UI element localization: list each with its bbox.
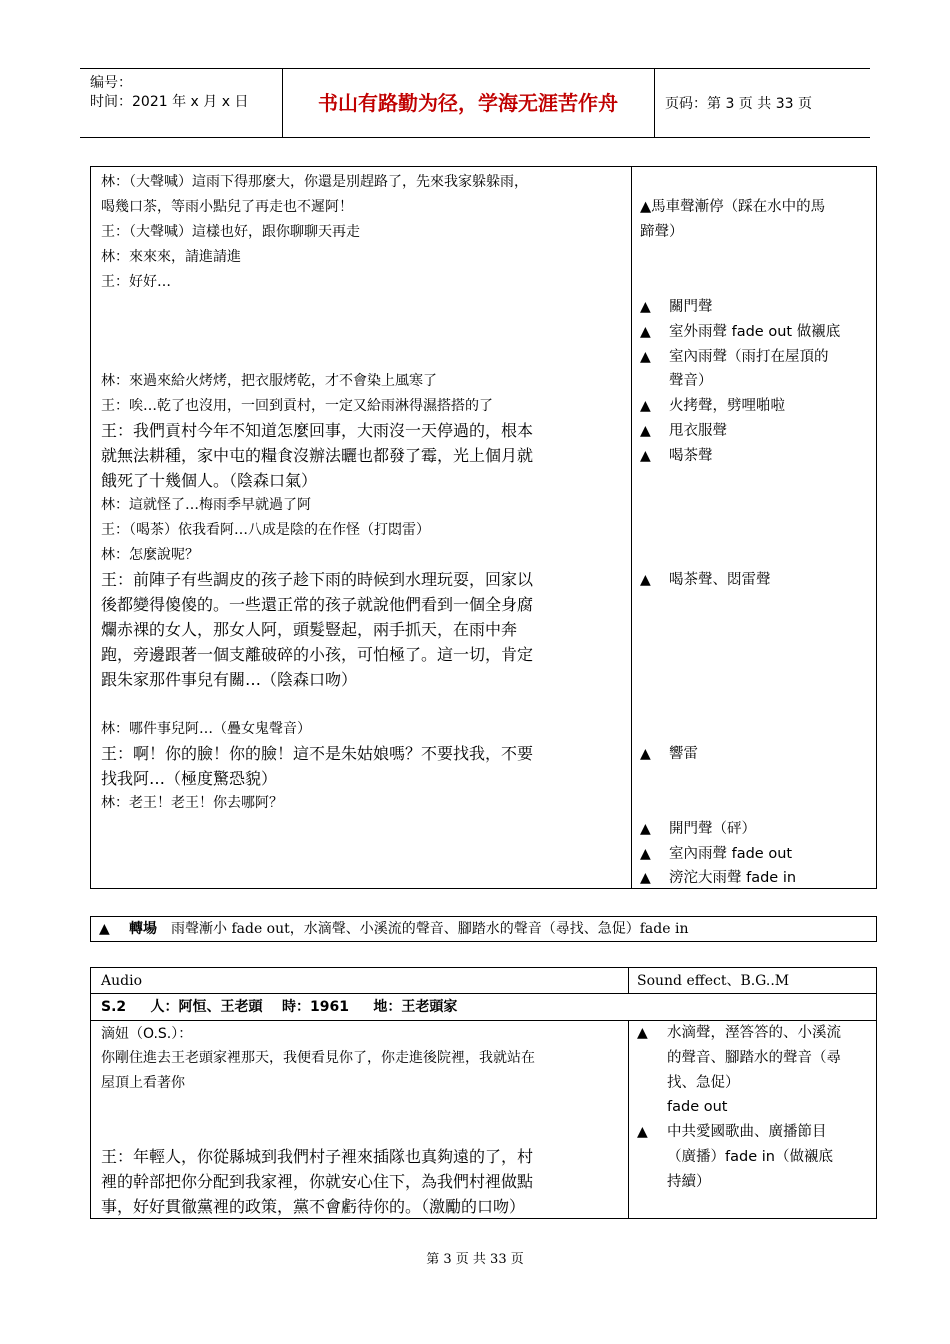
effect-line: 找、急促） xyxy=(667,1075,740,1091)
effect-line: 室外雨聲 fade out 做襯底 xyxy=(669,324,841,340)
bullet-icon: ▲ xyxy=(640,870,651,886)
dialogue-line: 王：前陣子有些調皮的孩子趁下雨的時候到水理玩耍，回家以 xyxy=(101,570,534,589)
dialogue-line: 喝幾口茶，等雨小點兒了再走也不遲阿！ xyxy=(101,199,353,215)
dialogue-line: 跑，旁邊跟著一個支離破碎的小孩，可怕極了。這一切，肯定 xyxy=(101,645,534,664)
dialogue-line: 王：唉…乾了也沒用，一回到貢村，一定又給雨淋得濕搭搭的了 xyxy=(101,398,493,414)
audio-header: Audio xyxy=(101,973,142,989)
transition-bar xyxy=(90,916,877,942)
bullet-icon: ▲ xyxy=(640,821,651,837)
header-meta xyxy=(80,69,283,137)
dialogue-line: 林：來過來給火烤烤，把衣服烤乾，才不會染上風寒了 xyxy=(101,373,437,389)
effect-line: 聲音） xyxy=(669,373,713,389)
dialogue-line: 你剛住進去王老頭家裡那天，我便看見你了，你走進後院裡，我就站在 xyxy=(101,1050,535,1066)
dialogue-line: 王：我們貢村今年不知道怎麼回事，大雨沒一天停過的，根本 xyxy=(101,421,534,440)
effect-line: 關門聲 xyxy=(669,299,713,315)
effect-line: 開門聲（砰） xyxy=(669,821,756,837)
dialogue-line: 餓死了十幾個人。（陰森口氣） xyxy=(101,471,318,490)
bullet-icon: ▲ xyxy=(640,423,651,439)
dialogue-line: 王：年輕人，你從縣城到我們村子裡來插隊也真夠遠的了，村 xyxy=(101,1147,534,1166)
sound-header: Sound effect、B.G..M xyxy=(637,973,790,989)
dialogue-line: 王：（喝茶）依我看阿…八成是陰的在作怪（打悶雷） xyxy=(101,522,430,538)
effect-line: fade out xyxy=(667,1099,728,1115)
effect-line: 室內雨聲（雨打在屋頂的 xyxy=(669,349,829,365)
dialogue-line: 林：哪件事兒阿…（疊女鬼聲音） xyxy=(101,721,311,737)
page-header xyxy=(80,68,870,138)
dialogue-line: 找我阿…（極度驚恐貌） xyxy=(101,769,278,788)
bullet-icon: ▲ xyxy=(640,846,651,862)
bullet-icon: ▲ xyxy=(640,324,651,340)
dialogue-line: 爛赤裸的女人，那女人阿，頭髮豎起，兩手抓天，在雨中奔 xyxy=(101,620,518,639)
effect-line: （廣播）fade in（做襯底 xyxy=(667,1149,833,1165)
bullet-icon: ▲ xyxy=(640,299,651,315)
column-divider xyxy=(628,1020,629,1219)
dialogue-line: 王：好好… xyxy=(101,274,171,290)
dialogue-line: 林：怎麼說呢？ xyxy=(101,547,199,563)
bullet-icon: ▲ xyxy=(640,349,651,365)
effect-line: 的聲音、腳踏水的聲音（尋 xyxy=(667,1050,841,1066)
bullet-icon: ▲ xyxy=(640,398,651,414)
header-page xyxy=(654,69,871,137)
effect-line: 火拷聲，劈哩啪啦 xyxy=(669,398,785,414)
bullet-icon: ▲ xyxy=(640,572,651,588)
effect-line: 蹄聲） xyxy=(640,224,684,240)
transition-label: 轉場 xyxy=(129,921,157,937)
effect-line: ▲馬車聲漸停（踩在水中的馬 xyxy=(640,199,826,215)
dialogue-line: 林：這就怪了…梅雨季早就過了阿 xyxy=(101,497,311,513)
dialogue-line: 林：來來來，請進請進 xyxy=(101,249,241,265)
row-divider xyxy=(91,993,876,994)
time-label: 时间：2021 年 x 月 x 日 xyxy=(90,94,249,110)
dialogue-line: 王：（大聲喊）這樣也好，跟你聊聊天再走 xyxy=(101,224,360,240)
dialogue-line: 事，好好貫徹黨裡的政策，黨不會虧待你的。（激勵的口吻） xyxy=(101,1197,526,1216)
number-label: 编号： xyxy=(90,75,132,91)
page-footer: 第 3 页 共 33 页 xyxy=(426,1252,524,1267)
effect-line: 持續） xyxy=(667,1174,711,1190)
dialogue-line: 後都變得傻傻的。一些還正常的孩子就說他們看到一個全身腐 xyxy=(101,595,534,614)
scene1-table xyxy=(90,166,877,889)
transition-text: 雨聲漸小 fade out，水滴聲、小溪流的聲音、腳踏水的聲音（尋找、急促）fade in xyxy=(171,921,689,937)
effect-line: 響雷 xyxy=(669,746,698,762)
bullet-icon: ▲ xyxy=(637,1124,648,1140)
page-label: 页码：第 3 页 共 33 页 xyxy=(665,96,812,112)
effect-line: 中共愛國歌曲、廣播節目 xyxy=(667,1124,827,1140)
effect-line: 喝茶聲 xyxy=(669,448,713,464)
dialogue-line: 屋頂上看著你 xyxy=(101,1075,185,1091)
dialogue-line: 林：（大聲喊）這雨下得那麼大，你還是別趕路了，先來我家躲躲雨， xyxy=(101,174,528,190)
bullet-icon: ▲ xyxy=(640,448,651,464)
scene-info: S.2 人：阿恒、王老頭 時：1961 地：王老頭家 xyxy=(101,999,458,1015)
dialogue-line: 跟朱家那件事兒有關…（陰森口吻） xyxy=(101,670,358,689)
effect-line: 滂沱大雨聲 fade in xyxy=(669,870,797,886)
bullet-icon: ▲ xyxy=(99,921,110,937)
scene2-table xyxy=(90,967,877,1219)
dialogue-line: 裡的幹部把你分配到我家裡，你就安心住下，為我們村裡做點 xyxy=(101,1172,534,1191)
column-divider xyxy=(628,968,629,993)
dialogue-line: 就無法耕種，家中屯的糧食沒辦法曬也都發了霉，光上個月就 xyxy=(101,446,534,465)
dialogue-line: 滴妞（O.S.）： xyxy=(101,1026,193,1042)
dialogue-line: 王：啊！你的臉！你的臉！這不是朱姑娘嗎？不要找我，不要 xyxy=(101,744,534,763)
effect-line: 水滴聲，溼答答的、小溪流 xyxy=(667,1025,841,1041)
bullet-icon: ▲ xyxy=(640,746,651,762)
effect-line: 室內雨聲 fade out xyxy=(669,846,793,862)
motto: 书山有路勤为径，学海无涯苦作舟 xyxy=(318,91,618,115)
column-divider xyxy=(631,167,632,888)
dialogue-line: 林：老王！老王！你去哪阿？ xyxy=(101,795,283,811)
effect-line: 喝茶聲、悶雷聲 xyxy=(669,572,771,588)
effect-line: 甩衣服聲 xyxy=(669,423,727,439)
bullet-icon: ▲ xyxy=(637,1025,648,1041)
